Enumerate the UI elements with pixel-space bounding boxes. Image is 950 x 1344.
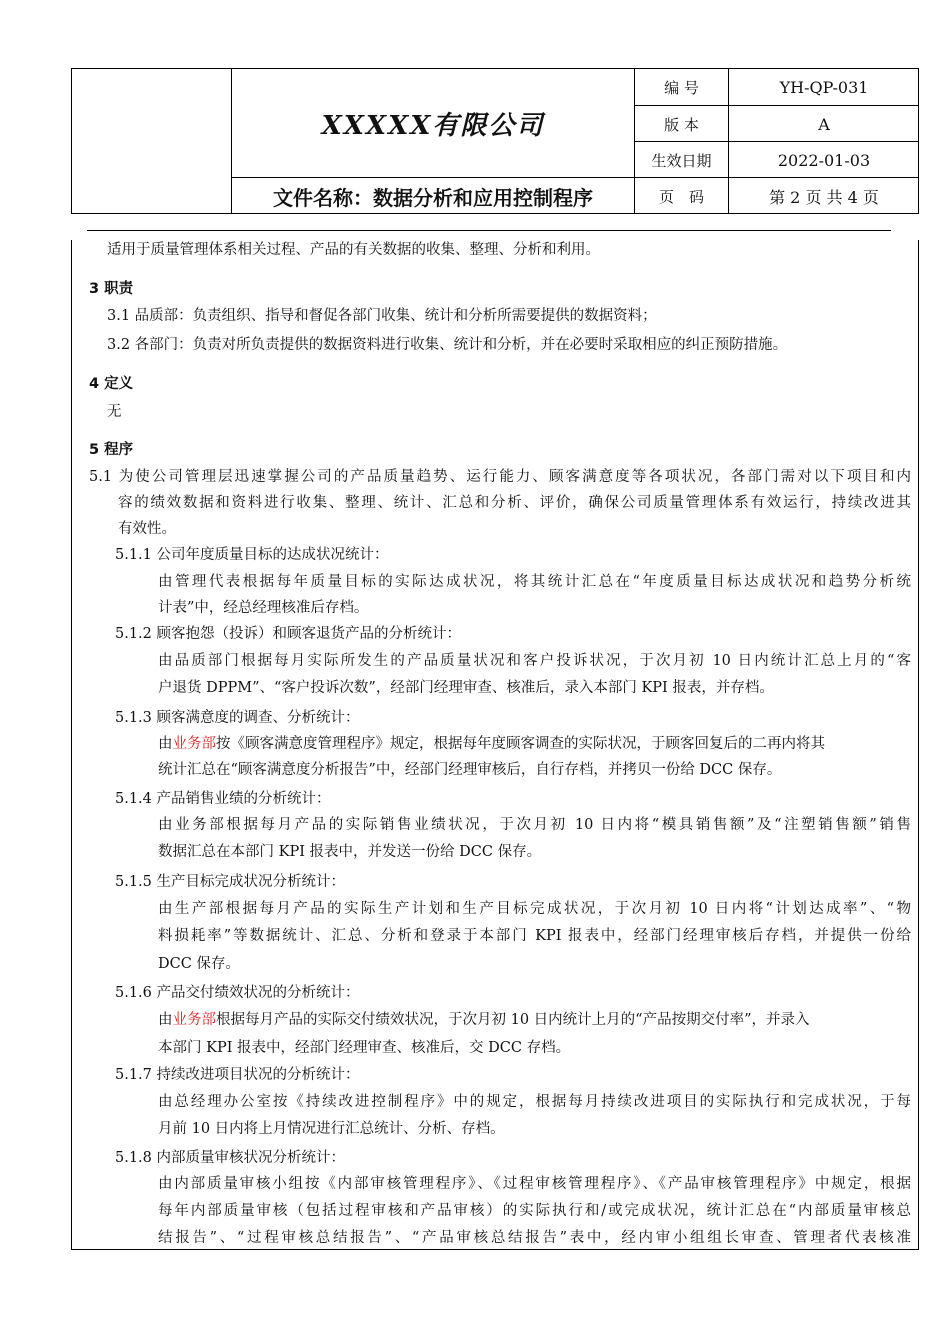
meta-label: 页 码: [635, 178, 729, 214]
meta-row-version: [635, 105, 919, 142]
section-5-1-6-line: [158, 1007, 911, 1033]
text-fragment: 根据每月产品的实际交付绩效状况，于次月初 10 日内统计上月的“产品按期交付率”，并录入: [216, 1012, 810, 1028]
section-5-1-8-line: 结报告”、“过程审核总结报告”、“产品审核总结报告”表中，经内审小组组长审查、管理者代表核准: [158, 1230, 911, 1246]
section-5-1-5-line: 由生产部根据每月产品的实际生产计划和生产目标完成状况，于次月初 10 日内将“计划达成率”、“物: [158, 901, 911, 917]
meta-value: 第 2 页 共 4 页: [769, 187, 879, 207]
section-5-1-8-title: 5.1.8 内部质量审核状况分析统计：: [115, 1150, 346, 1166]
document-body: [71, 240, 919, 1250]
section-5-1-line: 5.1 为使公司管理层迅速掌握公司的产品质量趋势、运行能力、顾客满意度等各项状况，各部门需对以下项目和内: [89, 469, 911, 485]
meta-label: 编 号: [635, 69, 729, 105]
section-5-title: 5 程序: [89, 442, 134, 458]
header-divider: [87, 230, 891, 231]
text-fragment: 由: [158, 736, 173, 752]
section-5-1-1-line: 计表”中，经总经理核准后存档。: [158, 600, 369, 616]
section-3-title: 3 职责: [89, 281, 134, 297]
section-5-1-6-title: 5.1.6 产品交付绩效状况的分析统计：: [115, 985, 360, 1001]
document-header: [71, 68, 919, 214]
section-4-text: 无: [107, 404, 122, 420]
section-5-1-7-line: 由总经理办公室按《持续改进控制程序》中的规定，根据每月持续改进项目的实际执行和完成状况，于每: [158, 1094, 911, 1110]
highlighted-department: 业务部: [172, 736, 216, 752]
meta-row-page: [635, 177, 919, 214]
section-5-1-2-line: 由品质部门根据每月实际所发生的产品质量状况和客户投诉状况，于次月初 10 日内统计汇总上月的“客: [158, 653, 911, 669]
section-5-1-7-line: 月前 10 日内将上月情况进行汇总统计、分析、存档。: [158, 1121, 505, 1137]
section-5-1-5-line: DCC 保存。: [158, 956, 240, 972]
scope-text: 适用于质量管理体系相关过程、产品的有关数据的收集、整理、分析和利用。: [107, 242, 600, 258]
section-5-1-line: 有效性。: [118, 521, 176, 537]
section-3-2: 3.2 各部门：负责对所负责提供的数据资料进行收集、统计和分析，并在必要时采取相应的纠正预防措施。: [107, 337, 788, 353]
text-fragment: 按《顾客满意度管理程序》规定，根据每年度顾客调查的实际状况，于顾客回复后的二再内将其: [216, 736, 825, 752]
meta-row-number: [635, 69, 919, 105]
section-5-1-3-line: [158, 731, 911, 757]
document-title: 文件名称：数据分析和应用控制程序: [232, 177, 634, 214]
section-5-1-6-line: 本部门 KPI 报表中，经部门经理审查、核准后，交 DCC 存档。: [158, 1040, 571, 1056]
section-5-1-1-title: 5.1.1 公司年度质量目标的达成状况统计：: [115, 547, 389, 563]
logo-cell: [72, 69, 232, 213]
meta-value: 2022-01-03: [777, 150, 871, 170]
section-5-1-5-line: 料损耗率”等数据统计、汇总、分析和登录于本部门 KPI 报表中，经部门经理审核后存档，并提供一份给: [158, 928, 911, 944]
section-5-1-7-title: 5.1.7 持续改进项目状况的分析统计：: [115, 1067, 360, 1083]
section-5-1-3-title: 5.1.3 顾客满意度的调查、分析统计：: [115, 710, 360, 726]
section-5-1-5-title: 5.1.5 生产目标完成状况分析统计：: [115, 874, 346, 890]
section-4-title: 4 定义: [89, 376, 134, 392]
section-5-1-8-line: 由内部质量审核小组按《内部审核管理程序》、《过程审核管理程序》、《产品审核管理程序》中规定，根据: [158, 1176, 911, 1192]
section-5-1-line: 容的绩效数据和资料进行收集、整理、统计、汇总和分析、评价，确保公司质量管理体系有效运行，持续改进其: [118, 495, 911, 511]
meta-value: A: [818, 114, 830, 134]
document-meta: [634, 69, 919, 213]
meta-row-effective-date: [635, 141, 919, 178]
section-3-1: 3.1 品质部：负责组织、指导和督促各部门收集、统计和分析所需要提供的数据资料；: [107, 308, 657, 324]
section-5-1-3-line: 统计汇总在“顾客满意度分析报告”中，经部门经理审核后，自行存档，并拷贝一份给 DCC 保存。: [158, 762, 782, 778]
section-5-1-4-line: 由业务部根据每月产品的实际销售业绩状况，于次月初 10 日内将“模具销售额”及“注塑销售额”销售: [158, 817, 911, 833]
meta-label: 生效日期: [635, 142, 729, 178]
section-5-1-4-line: 数据汇总在本部门 KPI 报表中，并发送一份给 DCC 保存。: [158, 844, 542, 860]
section-5-1-4-title: 5.1.4 产品销售业绩的分析统计：: [115, 791, 331, 807]
highlighted-department: 业务部: [172, 1012, 216, 1028]
text-fragment: 由: [158, 1012, 173, 1028]
company-name: XXXXX有限公司: [321, 110, 545, 141]
section-5-1-8-line: 每年内部质量审核（包括过程审核和产品审核）的实际执行和/或完成状况，统计汇总在“内部质量审核总: [158, 1203, 911, 1219]
meta-label: 版 本: [635, 106, 729, 142]
meta-value: YH-QP-031: [779, 77, 869, 97]
section-5-1-1-line: 由管理代表根据每年质量目标的实际达成状况，将其统计汇总在“年度质量目标达成状况和趋势分析统: [158, 574, 911, 590]
section-5-1-2-line: 户退货 DPPM”、“客户投诉次数”，经部门经理审查、核准后，录入本部门 KPI 报表，并存档。: [158, 680, 774, 696]
section-5-1-2-title: 5.1.2 顾客抱怨（投诉）和顾客退货产品的分析统计：: [115, 626, 462, 642]
